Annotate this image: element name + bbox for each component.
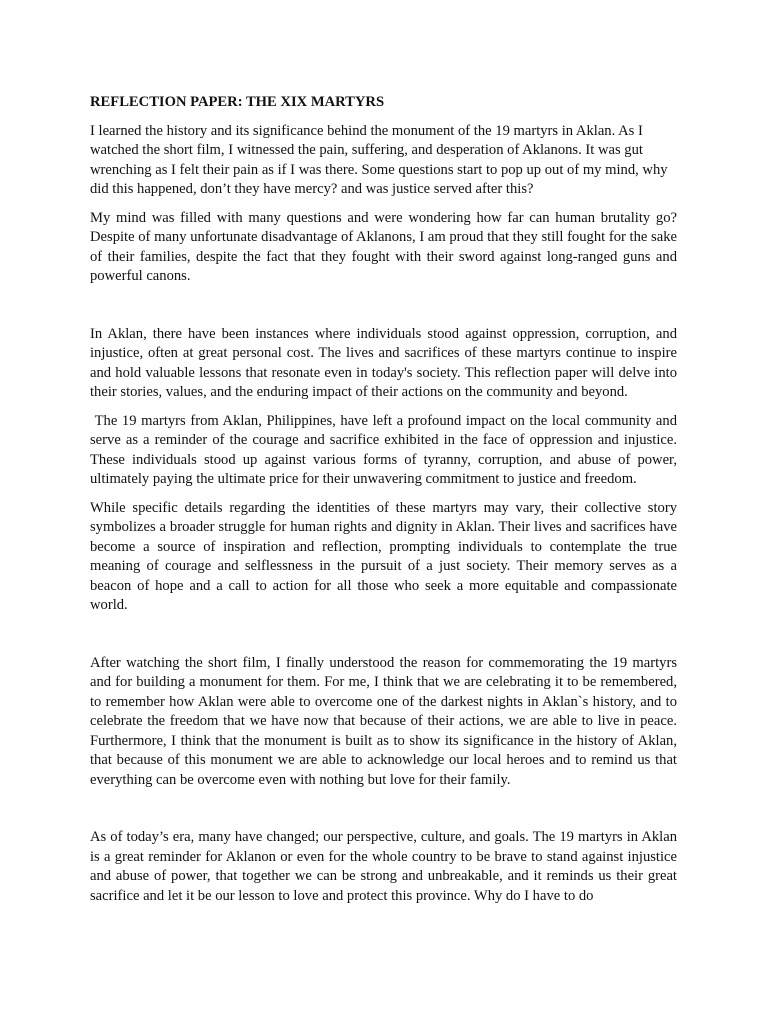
paragraph-7: As of today’s era, many have changed; our perspective, culture, and goals. The 19 martyrs in Aklan is a great reminder for Aklanon or even for the whole country to be brave to stand against injustice and abuse of power, that together we can be strong and unbreakable, and it reminds us their great sacrifice and let it be our lesson to love and protect this province. Why do I have to do [90, 829, 677, 904]
paragraph-5: While specific details regarding the identities of these martyrs may vary, their collective story symbolizes a broader struggle for human rights and dignity in Aklan. Their lives and sacrifices have become a source of inspiration and reflection, prompting individuals to contemplate the true meaning of courage and selflessness in the pursuit of a just society. Their memory serves as a beacon of hope and a call to action for all those who seek a more equitable and compassionate world. [90, 499, 677, 613]
paragraph-4: The 19 martyrs from Aklan, Philippines, have left a profound impact on the local community and serve as a reminder of the courage and sacrifice exhibited in the face of oppression and injustice. These individuals stood up against various forms of tyranny, corruption, and abuse of power, ultimately paying the ultimate price for their unwavering commitment to justice and freedom. [90, 412, 681, 487]
paragraph-1: I learned the history and its significance behind the monument of the 19 martyrs in Aklan. As I watched the short film, I witnessed the pain, suffering, and desperation of Aklanons. It was gut wrenching as I felt their pain as if I was there. Some questions start to pop up out of my mind, why did this happened, don’t they have mercy? and was justice served after this? [90, 122, 668, 197]
document-body [90, 93, 681, 906]
blank-line [90, 625, 677, 654]
paragraph-3: In Aklan, there have been instances where individuals stood against oppression, corruption, and injustice, often at great personal cost. The lives and sacrifices of these martyrs continue to inspire and hold valuable lessons that resonate even in today's society. This reflection paper will delve into their stories, values, and the enduring impact of their actions on the community and beyond. [90, 325, 677, 400]
blank-line [90, 799, 677, 828]
blank-line [90, 296, 677, 325]
paragraph-2: My mind was filled with many questions and were wondering how far can human brutality go? Despite of many unfortunate disadvantage of Aklanons, I am proud that they still fought for the sake of their families, despite the fact that they fought with their sword against long-ranged guns and powerful canons. [90, 209, 677, 284]
document-title: REFLECTION PAPER: THE XIX MARTYRS [90, 94, 385, 110]
paragraph-6: After watching the short film, I finally understood the reason for commemorating the 19 martyrs and for building a monument for them. For me, I think that we are celebrating it to be remembered, to remember how Aklan were able to overcome one of the darkest nights in Aklan`s history, and to celebrate the freedom that we have now that because of their actions, we are able to live in peace. Furthermore, I think that the monument is built as to show its significance in the history of Aklan, that because of this monument we are able to acknowledge our local heroes and to remind us that everything can be overcome even with nothing but love for their family. [90, 654, 677, 788]
